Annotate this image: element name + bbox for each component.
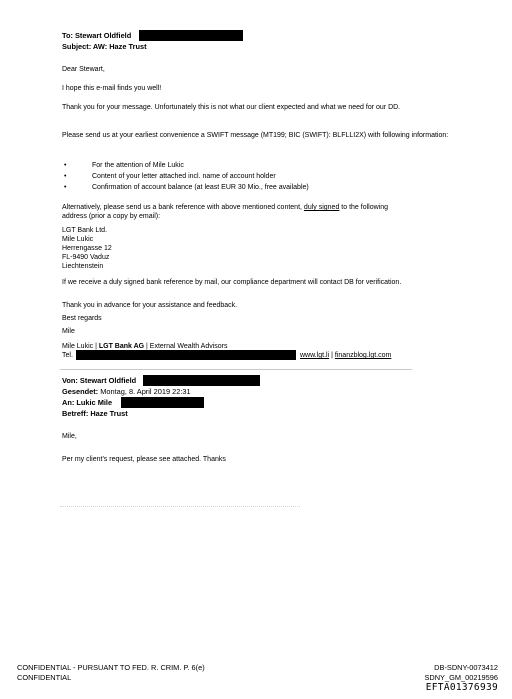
paragraph-1: Thank you for your message. Unfortunately this is not what our client expected and what we need for our DD. bbox=[62, 104, 401, 111]
gesendet-line bbox=[62, 387, 191, 397]
lgt-website-link[interactable]: www.lgt.li bbox=[300, 352, 330, 359]
header-separator bbox=[60, 369, 412, 370]
redaction-box bbox=[139, 30, 243, 41]
footer-confidential-rule: CONFIDENTIAL - PURSUANT TO FED. R. CRIM. P. 6(e) bbox=[17, 663, 205, 672]
an-line: An: Lukic Mile bbox=[62, 398, 113, 407]
bullet-mark: • bbox=[64, 162, 67, 169]
bullet-item: Content of your letter attached incl. name of account holder bbox=[92, 173, 276, 180]
paragraph-4: If we receive a duly signed bank reference by mail, our compliance department will contact DB for verification. bbox=[62, 279, 402, 286]
address-line: Liechtenstein bbox=[62, 263, 104, 270]
gesendet-value: Montag, 8. April 2019 22:31 bbox=[100, 387, 191, 396]
redaction-box bbox=[76, 350, 296, 360]
address-line: FL-9490 Vaduz bbox=[62, 254, 110, 261]
forward-greeting: Mile, bbox=[62, 433, 77, 440]
signature-text: | External Wealth Advisors bbox=[144, 343, 228, 350]
bullet-mark: • bbox=[64, 184, 67, 191]
footer-bates-db: DB-SDNY-0073412 bbox=[434, 663, 498, 672]
bullet-item: For the attention of Mile Lukic bbox=[92, 162, 184, 169]
forward-body: Per my client's request, please see attached. Thanks bbox=[62, 456, 226, 463]
address-line: Mile Lukic bbox=[62, 236, 94, 243]
von-line: Von: Stewart Oldfield bbox=[62, 376, 137, 385]
duly-signed-text: duly signed bbox=[303, 204, 340, 211]
subject-line: Subject: AW: Haze Trust bbox=[62, 42, 147, 51]
tel-label: Tel. bbox=[62, 352, 73, 359]
paragraph-3-text: Alternatively, please send us a bank reference with above mentioned content, bbox=[62, 204, 304, 211]
redaction-box bbox=[121, 397, 204, 408]
paragraph-3-line2: address (prior a copy by email): bbox=[62, 213, 161, 220]
bullet-mark: • bbox=[64, 173, 67, 180]
gesendet-label: Gesendet: bbox=[62, 387, 101, 396]
address-line: LGT Bank Ltd. bbox=[62, 227, 108, 234]
thanks-line: Thank you in advance for your assistance and feedback. bbox=[62, 302, 238, 309]
greeting: Dear Stewart, bbox=[62, 66, 105, 73]
regards-line: Best regards bbox=[62, 315, 102, 322]
address-line: Herrengasse 12 bbox=[62, 245, 112, 252]
paragraph-2: Please send us at your earliest convenience a SWIFT message (MT199; BIC (SWIFT): BLFLLI2X) with following information: bbox=[62, 132, 449, 139]
paragraph-3-text: to the following bbox=[339, 204, 388, 211]
signature-text: Mile Lukic | bbox=[62, 343, 99, 350]
to-line: To: Stewart Oldfield bbox=[62, 31, 132, 40]
hope-line: I hope this e-mail finds you well! bbox=[62, 85, 162, 92]
bullet-item: Confirmation of account balance (at least EUR 30 Mio., free available) bbox=[92, 184, 309, 191]
sign-name: Mile bbox=[62, 328, 75, 335]
footer-confidential: CONFIDENTIAL bbox=[17, 673, 72, 682]
betreff-line: Betreff: Haze Trust bbox=[62, 409, 128, 418]
paragraph-3 bbox=[62, 203, 388, 212]
finanzblog-link[interactable]: finanzblog.lgt.com bbox=[334, 352, 392, 359]
redaction-box bbox=[143, 375, 260, 386]
web-links bbox=[300, 351, 391, 360]
link-separator: | bbox=[329, 352, 335, 359]
faint-separator bbox=[60, 506, 300, 507]
footer-efta-number: EFTA01376939 bbox=[425, 682, 498, 693]
footer-bates-sdny: SDNY_GM_00219596 bbox=[424, 673, 498, 682]
signature-bank: LGT Bank AG bbox=[98, 343, 145, 350]
